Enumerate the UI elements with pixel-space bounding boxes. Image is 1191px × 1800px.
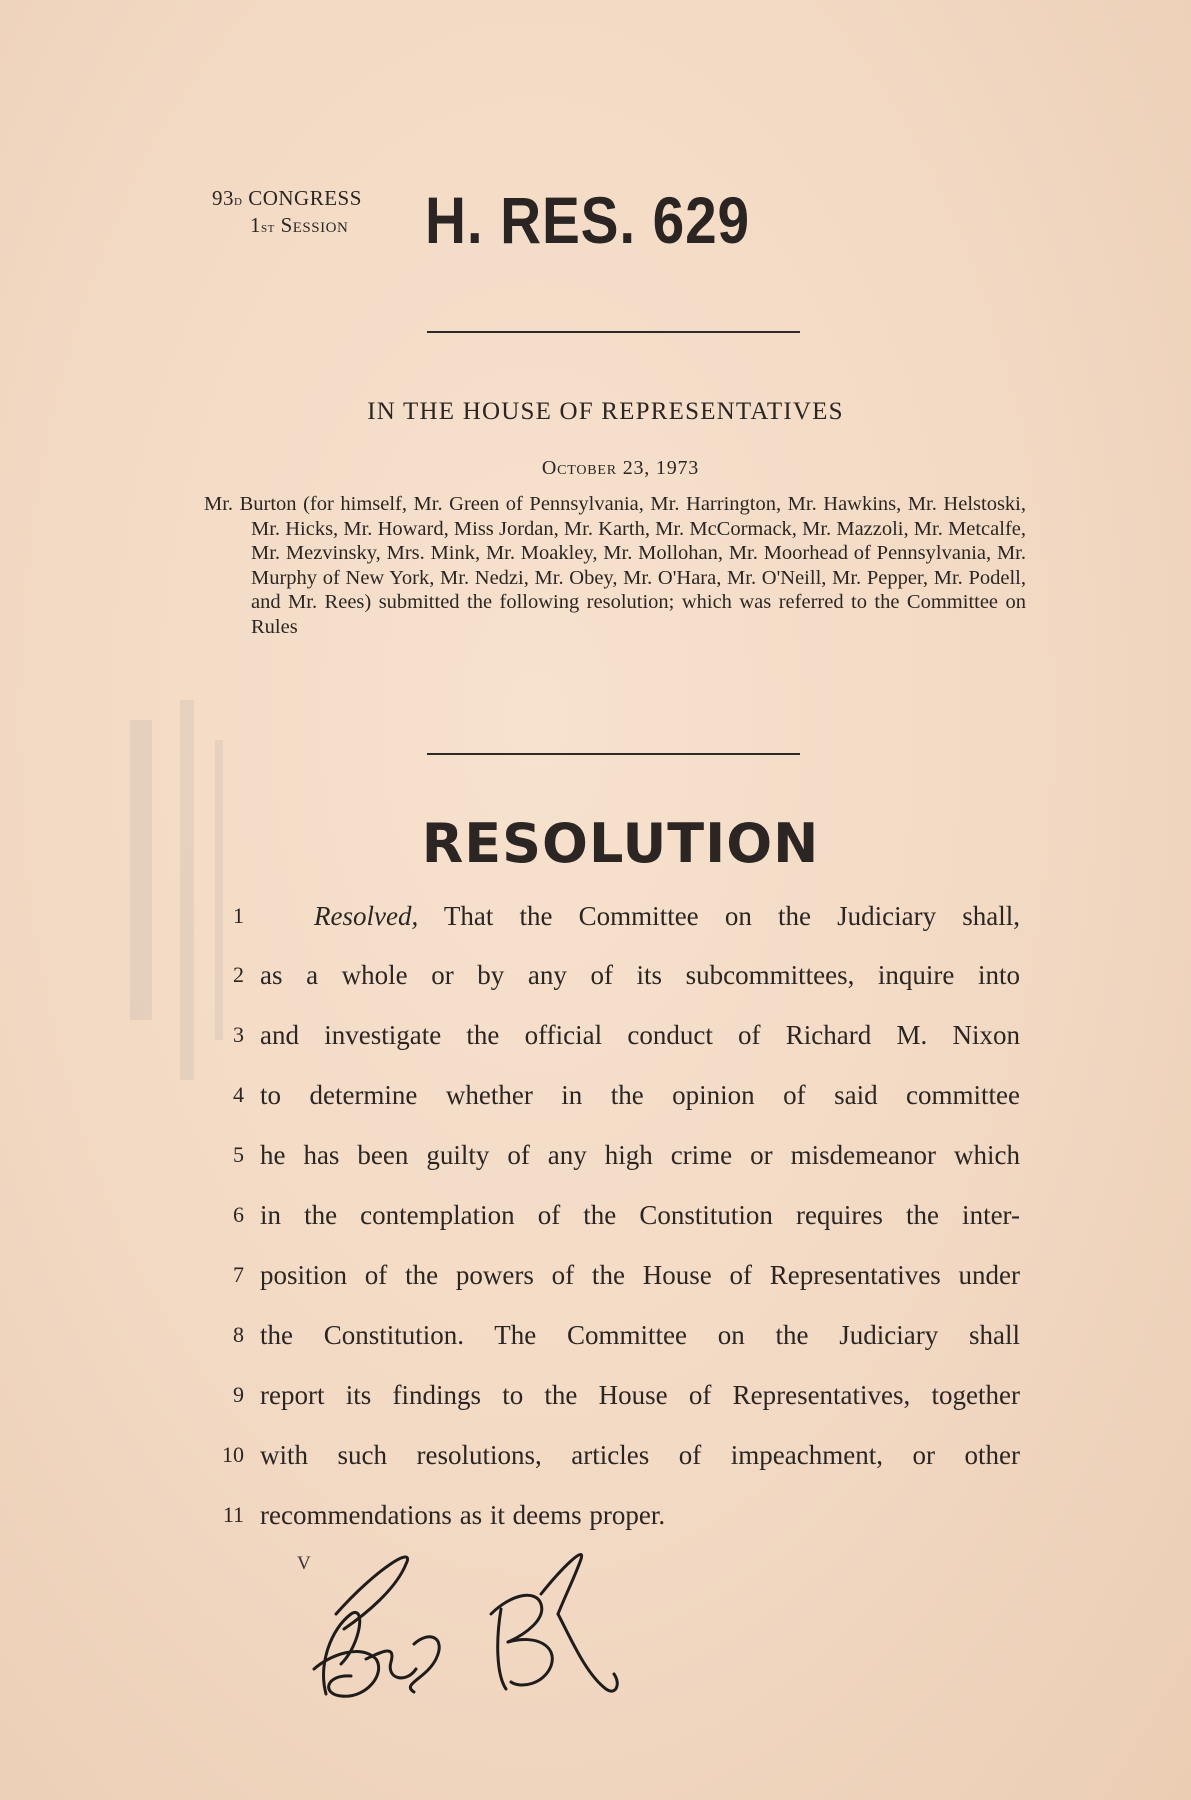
line-number: 1	[233, 903, 244, 928]
resolution-line	[190, 896, 1020, 936]
line-text: report its findings to the House of Representatives, together	[260, 1380, 1020, 1410]
line-text: to determine whether in the opinion of said committee	[260, 1080, 1020, 1110]
introduction-date: October 23, 1973	[541, 457, 700, 479]
resolution-line	[190, 955, 1020, 995]
resolution-line	[190, 1195, 1020, 1235]
resolution-line	[190, 1015, 1020, 1055]
line-number: 9	[233, 1382, 244, 1407]
line-text: recommendations as it deems proper.	[260, 1500, 666, 1530]
line-text: position of the powers of the House of Representatives under	[260, 1260, 1020, 1290]
resolution-line	[190, 1075, 1020, 1115]
line-number: 4	[233, 1082, 244, 1107]
resolution-line	[190, 1495, 1020, 1535]
line-number: 5	[233, 1142, 244, 1167]
line-text: the Constitution. The Committee on the Judiciary shall	[260, 1320, 1020, 1350]
resolved-word: Resolved,	[314, 901, 419, 931]
session-label: 1st Session	[250, 213, 349, 237]
signature	[296, 1534, 636, 1714]
line-number: 6	[233, 1202, 244, 1227]
congress-label: 93d CONGRESS	[212, 186, 362, 210]
line-text: and investigate the official conduct of Richard M. Nixon	[260, 1020, 1020, 1050]
resolution-line	[190, 1255, 1020, 1295]
line-number: 11	[222, 1502, 244, 1527]
line-number: 2	[233, 962, 244, 987]
resolution-line	[190, 1315, 1020, 1355]
line-number: 10	[222, 1442, 244, 1467]
chamber-heading: IN THE HOUSE OF REPRESENTATIVES	[367, 398, 844, 425]
line-text: in the contemplation of the Constitution requires the inter-	[260, 1200, 1020, 1230]
resolution-line	[190, 1435, 1020, 1475]
resolution-line	[190, 1135, 1020, 1175]
line-text: with such resolutions, articles of impeachment, or other	[260, 1440, 1020, 1470]
line-number: 7	[233, 1262, 244, 1287]
line-number: 8	[233, 1322, 244, 1347]
line-text: as a whole or by any of its subcommittees, inquire into	[260, 960, 1020, 990]
line-text: he has been guilty of any high crime or misdemeanor which	[260, 1140, 1020, 1170]
check-mark: V	[297, 1553, 311, 1574]
sponsors-paragraph: Mr. Burton (for himself, Mr. Green of Pennsylvania, Mr. Harrington, Mr. Hawkins, Mr. Helstoski, Mr. Hicks, Mr. Howard, Miss Jordan, Mr. Karth, Mr. McCormack, Mr. Mazzoli, Mr. Metcalfe, Mr. Mezvinsky, Mrs. Mink, Mr. Moakley, Mr. Mollohan, Mr. Moorhead of Pennsylvania, Mr. Murphy of New York, Mr. Nedzi, Mr. Obey, Mr. O'Hara, Mr. O'Neill, Mr. Pepper, Mr. Podell, and Mr. Rees) submitted the following resolution; which was referred to the Committee on Rules	[204, 493, 1026, 638]
resolution-heading: RESOLUTION	[421, 812, 820, 875]
line-text: Resolved, That the Committee on the Judiciary shall,	[314, 901, 1021, 931]
resolution-line	[190, 1375, 1020, 1415]
line-number: 3	[233, 1022, 244, 1047]
bill-number: H. RES. 629	[425, 183, 750, 257]
